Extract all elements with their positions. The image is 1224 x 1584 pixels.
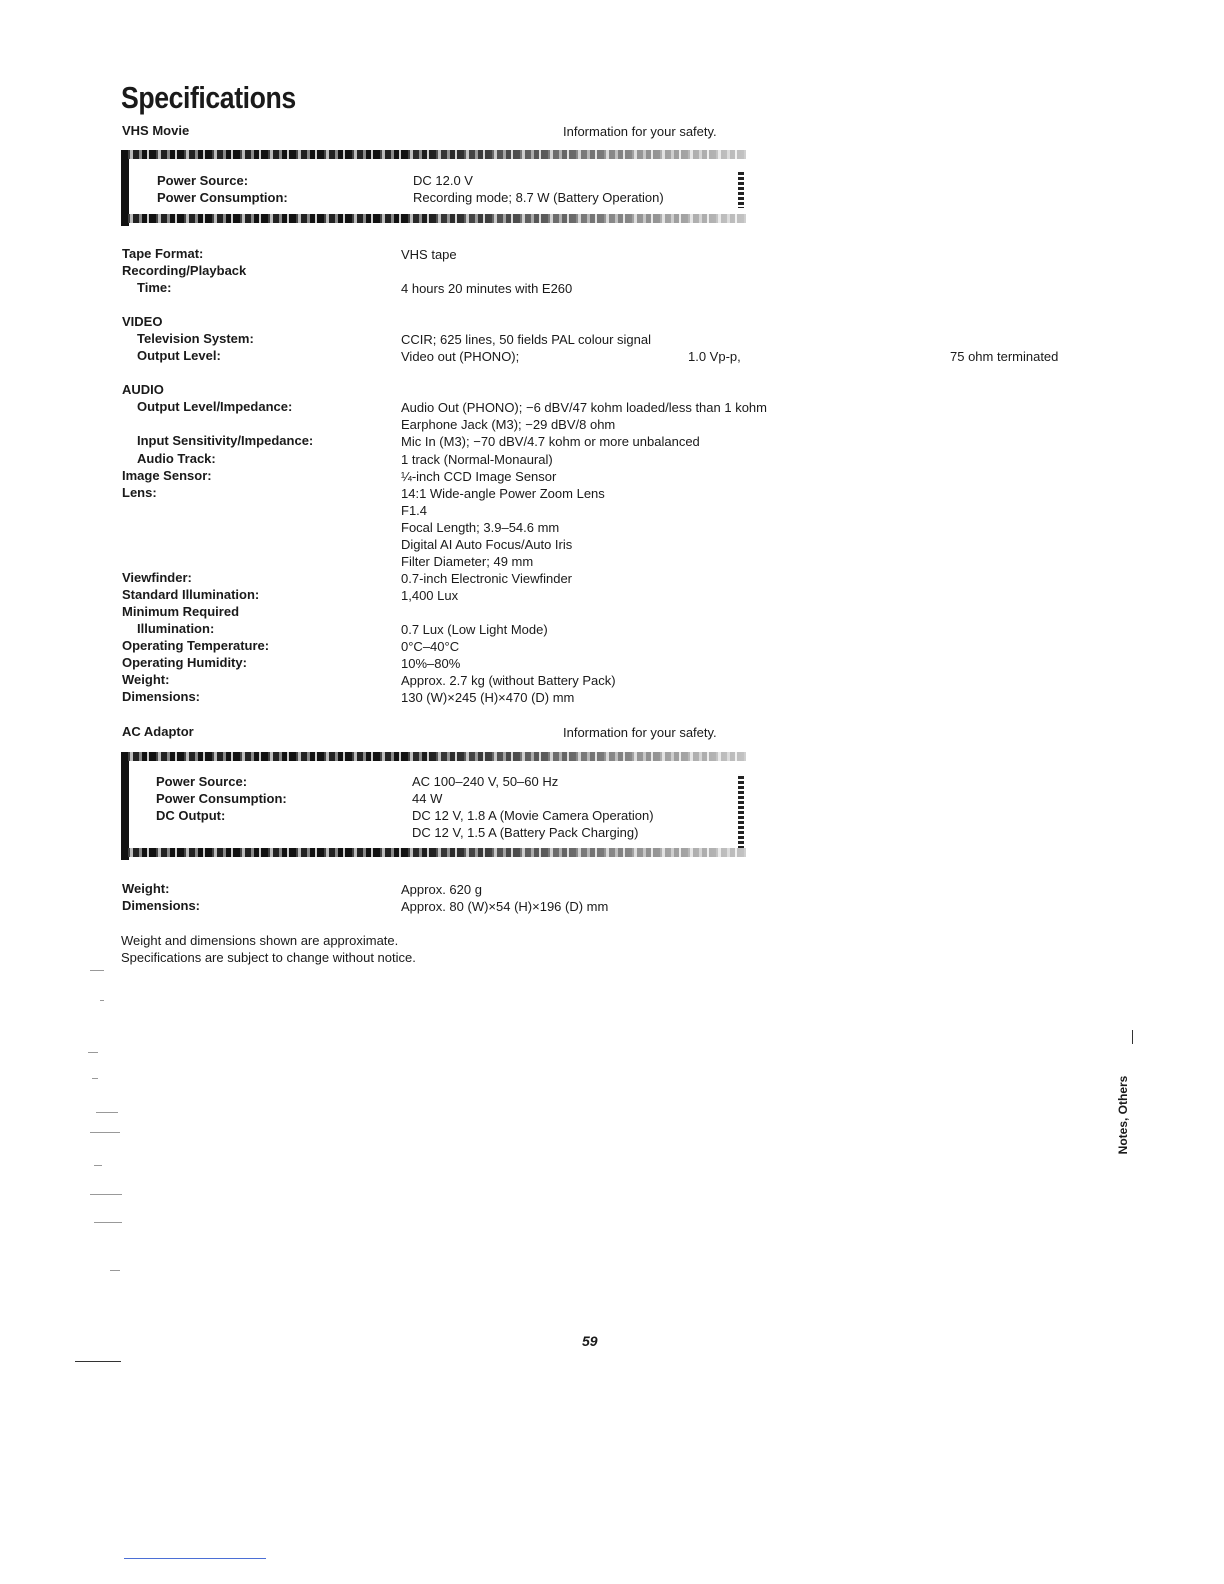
page-title: Specifications [121,80,296,115]
spec-label: Dimensions: [122,689,201,704]
bottom-rule [124,1558,266,1559]
spec-value: 14:1 Wide-angle Power Zoom Lens [401,486,605,501]
spec-value: 1.0 Vp-p, [688,349,741,364]
spec-label: Input Sensitivity/Impedance: [137,433,314,448]
spec-label: Dimensions: [122,898,201,913]
box-value: DC 12 V, 1.5 A (Battery Pack Charging) [412,825,639,840]
power-info-box-adaptor [121,752,746,860]
spec-label: Output Level/Impedance: [137,399,293,414]
spec-label: Image Sensor: [122,468,212,483]
spec-value: Audio Out (PHONO); −6 dBV/47 kohm loaded/less than 1 kohm [401,400,767,415]
box-value: AC 100–240 V, 50–60 Hz [412,774,559,789]
side-tab-label: Notes, Others [1116,1075,1130,1155]
spec-label: Weight: [122,672,170,687]
page-number: 59 [582,1333,598,1349]
spec-label: Audio Track: [137,451,216,466]
safety-note-1: Information for your safety. [563,124,717,139]
spec-label: Weight: [122,881,170,896]
spec-value: 0.7-inch Electronic Viewfinder [401,571,573,586]
safety-note-2: Information for your safety. [563,725,717,740]
power-info-box-vhs [121,150,746,226]
box-label: Power Source: [157,173,249,188]
spec-value: 75 ohm terminated [950,349,1059,364]
box-label: DC Output: [156,808,226,823]
box-label: Power Consumption: [157,190,288,205]
spec-value: 10%–80% [401,656,461,671]
spec-value: Approx. 80 (W)×54 (H)×196 (D) mm [401,899,609,914]
spec-value: F1.4 [401,503,428,518]
spec-label: Minimum Required [122,604,240,619]
spec-value: VHS tape [401,247,457,262]
box-right-mark [738,776,744,848]
spec-label: Tape Format: [122,246,204,261]
box-right-mark [738,172,744,208]
box-value: DC 12.0 V [413,173,473,188]
spec-label: Standard Illumination: [122,587,260,602]
box-label: Power Source: [156,774,248,789]
side-tab-notes-others [1112,1072,1134,1158]
section-vhs-movie: VHS Movie [122,123,190,138]
spec-value: Digital AI Auto Focus/Auto Iris [401,537,573,552]
spec-label: Television System: [137,331,254,346]
footnote: Weight and dimensions shown are approximate. [121,933,399,948]
spec-value: Video out (PHONO); [401,349,520,364]
spec-value: Mic In (M3); −70 dBV/4.7 kohm or more unbalanced [401,434,700,449]
spec-value: 1,400 Lux [401,588,459,603]
spec-value: ¼-inch CCD Image Sensor [401,469,557,484]
box-value: Recording mode; 8.7 W (Battery Operation) [413,190,664,205]
spec-label: Operating Humidity: [122,655,247,670]
spec-label: Illumination: [137,621,215,636]
spec-value: Approx. 620 g [401,882,482,897]
spec-heading-video: VIDEO [122,314,163,329]
spec-value: Filter Diameter; 49 mm [401,554,534,569]
box-value: DC 12 V, 1.8 A (Movie Camera Operation) [412,808,654,823]
spec-label: Time: [137,280,172,295]
spec-value: Earphone Jack (M3); −29 dBV/8 ohm [401,417,616,432]
spec-label: Viewfinder: [122,570,192,585]
margin-rule [75,1361,121,1362]
spec-value: 0°C–40°C [401,639,460,654]
spec-value: Focal Length; 3.9–54.6 mm [401,520,560,535]
spec-label: Recording/Playback [122,263,247,278]
spec-value: 1 track (Normal-Monaural) [401,452,553,467]
spec-label: Operating Temperature: [122,638,270,653]
spec-value: 0.7 Lux (Low Light Mode) [401,622,548,637]
box-value: 44 W [412,791,443,806]
spec-value: Approx. 2.7 kg (without Battery Pack) [401,673,616,688]
spec-value: 130 (W)×245 (H)×470 (D) mm [401,690,575,705]
spec-label: Lens: [122,485,157,500]
box-label: Power Consumption: [156,791,287,806]
tab-rule [1132,1030,1133,1044]
spec-value: 4 hours 20 minutes with E260 [401,281,573,296]
spec-label: Output Level: [137,348,221,363]
spec-heading-audio: AUDIO [122,382,164,397]
section-ac-adaptor: AC Adaptor [122,724,194,739]
scan-specks [80,960,150,1280]
footnote: Specifications are subject to change without notice. [121,950,416,965]
spec-value: CCIR; 625 lines, 50 fields PAL colour signal [401,332,652,347]
